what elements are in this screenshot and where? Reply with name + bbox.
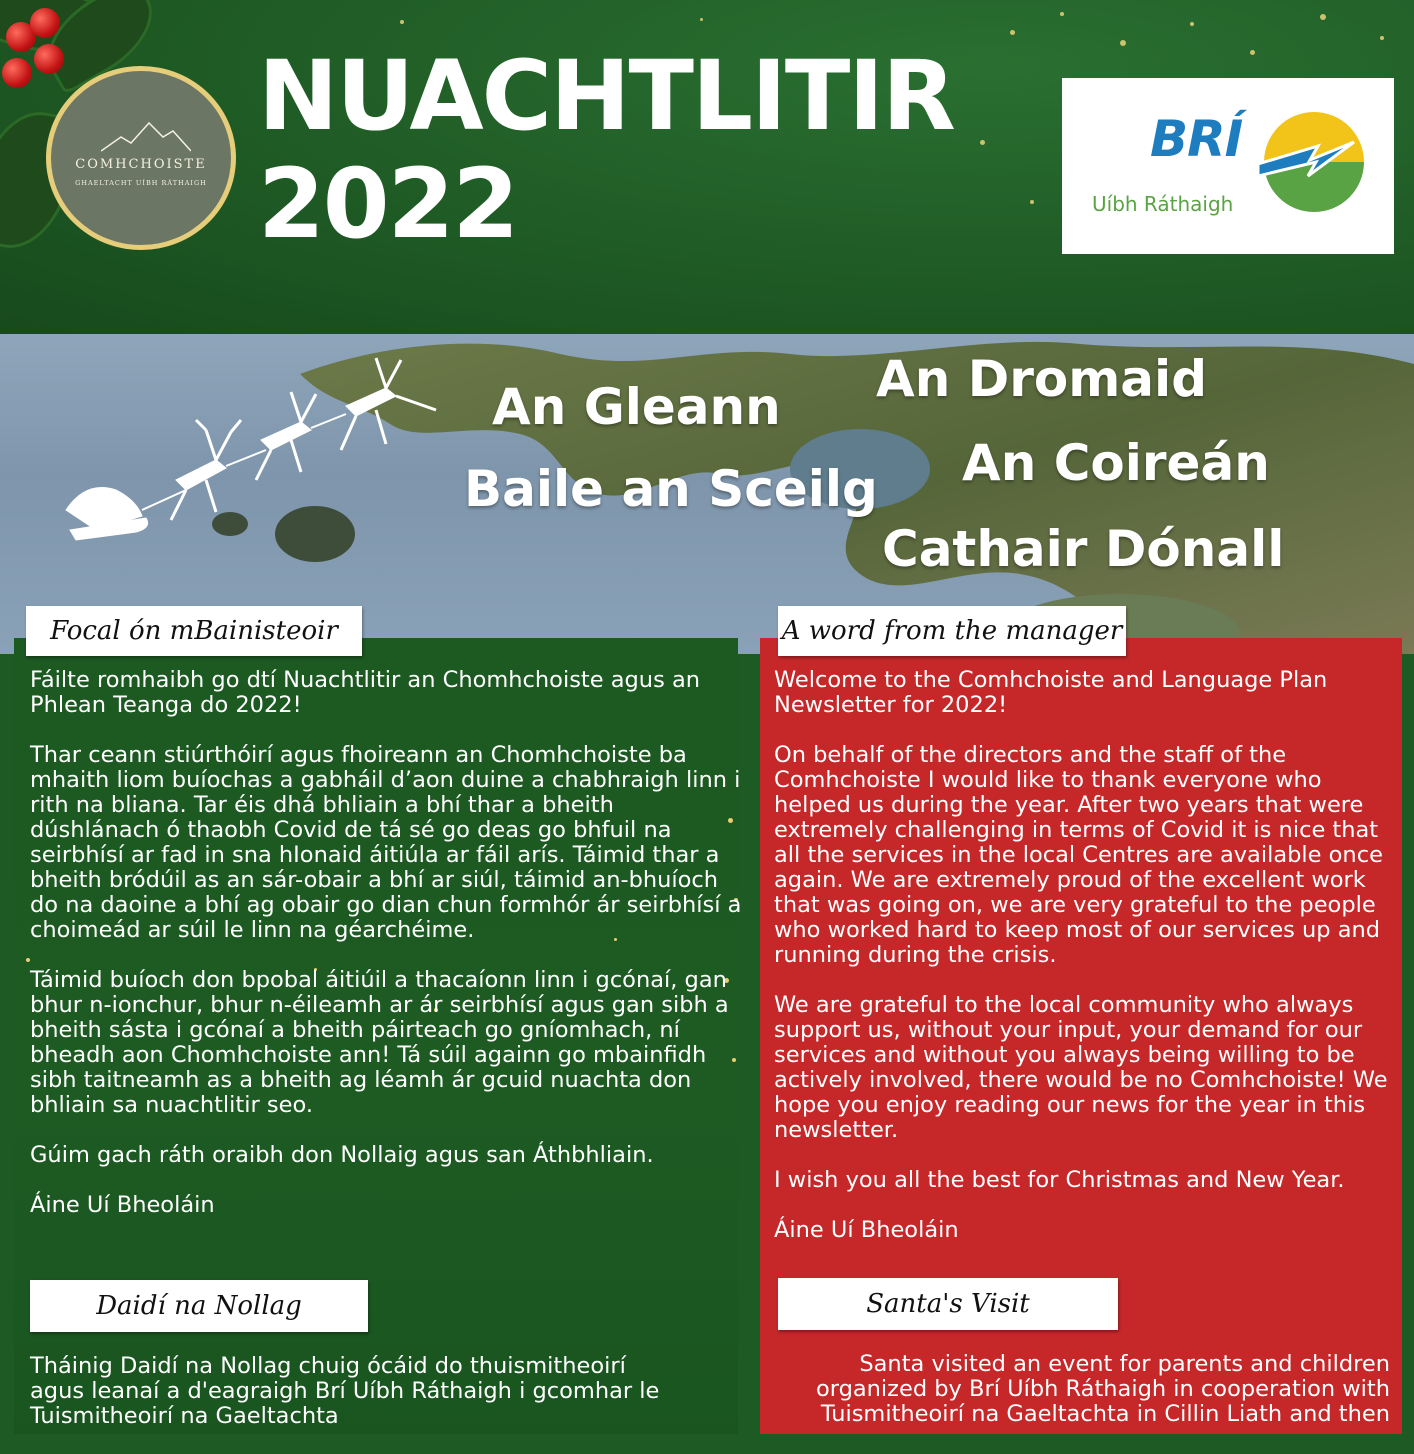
sparkle-decoration [1320,14,1326,20]
sparkle-decoration [1010,30,1015,35]
holly-berry-decoration [2,58,32,88]
seal-subtitle: GHAELTACHT UÍBH RÁTHAIGH [75,179,207,187]
place-name: An Coireán [962,434,1270,492]
english-heading: A word from the manager [781,616,1123,646]
english-santa-paragraph: Santa visited an event for parents and children organized by Brí Uíbh Ráthaigh in cooperation with Tuismitheoirí na Gaeltachta in Cillin Liath and then [815,1351,1390,1427]
place-name: An Dromaid [876,350,1207,408]
seal-name: COMHCHOISTE [75,157,207,172]
mountain-icon [101,119,191,153]
english-paragraph: I wish you all the best for Christmas and New Year. [774,1167,1345,1193]
place-name: An Gleann [492,378,781,436]
irish-heading-tag [26,606,362,656]
newsletter-title [258,42,954,258]
english-paragraph: We are grateful to the local community who always support us, without your input, your demand for our services and without you always being willing to be actively involved, there would be no Comhchoiste! We hope you enjoy reading our news for the year in this newsletter. [774,992,1388,1143]
sparkle-decoration [1380,36,1384,40]
bri-logo [1062,78,1394,254]
irish-santa-heading: Daidí na Nollag [96,1291,302,1321]
sparkle-decoration [1250,50,1255,55]
place-name: Baile an Sceilg [464,460,878,518]
irish-paragraph: Fáilte romhaibh go dtí Nuachtlitir an Chomhchoiste agus an Phlean Teanga do 2022! [30,667,700,718]
english-paragraph: On behalf of the directors and the staff of the Comhchoiste I would like to thank everyone who helped us during the year. After two years that were extremely challenging in terms of Covid it is nice that all the services in the local Centres are available once again. We are extremely proud of the excellent work that was going on, we are very grateful to the people who worked hard to keep most of our services up and running during the crisis. [774,742,1383,968]
sparkle-decoration [1190,22,1194,26]
sun-arrows-logo-icon [1258,106,1370,218]
english-santa-heading: Santa's Visit [866,1289,1030,1319]
irish-paragraph: Gúim gach ráth oraibh don Nollaig agus san Áthbhliain. [30,1142,654,1168]
comhchoiste-seal-logo [46,66,236,250]
santa-sleigh-reindeer-icon [56,340,456,550]
irish-paragraph: Táimid buíoch don bpobal áitiúil a thacaíonn linn i gcónaí, gan bhur n-ionchur, bhur n-éileamh ar ár seirbhísí agus gan sibh a bheith sásta i gcónaí a bheith páirteach go gníomhach, ní bheadh aon Chomhchoiste ann! Tá súil againn go mbainfidh sibh taitneamh as a bheith ag léamh ár gcuid nuachta don bhliain sa nuachtlitir seo. [30,967,729,1118]
irish-paragraph: Thar ceann stiúrthóirí agus fhoireann an Chomhchoiste ba mhaith liom buíochas a gabháil d’aon duine a chabhraigh linn i rith na bliana. Tar éis dhá bhliain a bhí thar a bheith dúshlánach ó thaobh Covid de tá sé go deas go bhfuil na seirbhísí ar fad in sna hIonaid áitiúla ar fáil arís. Táimid thar a bheith bródúil as an sár-obair a bhí ar siúl, táimid an-bhuíoch do na daoine a bhí ag obair go dian chun formhór ár seirbhísí a choimeád ar súil le linn na géarchéime. [30,742,742,943]
english-santa-heading-tag [778,1278,1118,1330]
irish-heading: Focal ón mBainisteoir [50,616,338,646]
place-name: Cathair Dónall [882,520,1285,578]
bri-logo-subtitle: Uíbh Ráthaigh [1092,192,1234,216]
holly-berry-decoration [34,44,64,74]
title-line-2: 2022 [258,148,518,260]
title-line-1: NUACHTLITIR [258,40,954,152]
english-paragraph: Welcome to the Comhchoiste and Language Plan Newsletter for 2022! [774,667,1328,718]
english-santa-text [786,1352,1390,1452]
sparkle-decoration [1030,200,1034,204]
bri-logo-word: BRÍ [1150,110,1243,168]
irish-santa-paragraph: Tháinig Daidí na Nollag chuig ócáid do thuismitheoirí agus leanaí a d'eagraigh Brí Uíbh Ráthaigh i gcomhar le Tuismitheoirí na Gaeltachta [30,1353,660,1429]
sparkle-decoration [700,18,703,21]
english-heading-tag [778,606,1126,656]
english-signature: Áine Uí Bheoláin [774,1217,959,1243]
sparkle-decoration [980,140,985,145]
holly-berry-decoration [30,8,60,38]
english-letter-text [774,668,1398,1268]
sparkle-decoration [400,20,404,24]
irish-signature: Áine Uí Bheoláin [30,1192,215,1218]
header-banner [0,0,1414,334]
sparkle-decoration [1060,12,1064,16]
sparkle-decoration [1120,40,1126,46]
irish-santa-text [30,1354,670,1454]
irish-letter-text [30,668,742,1243]
irish-santa-heading-tag [30,1280,368,1332]
